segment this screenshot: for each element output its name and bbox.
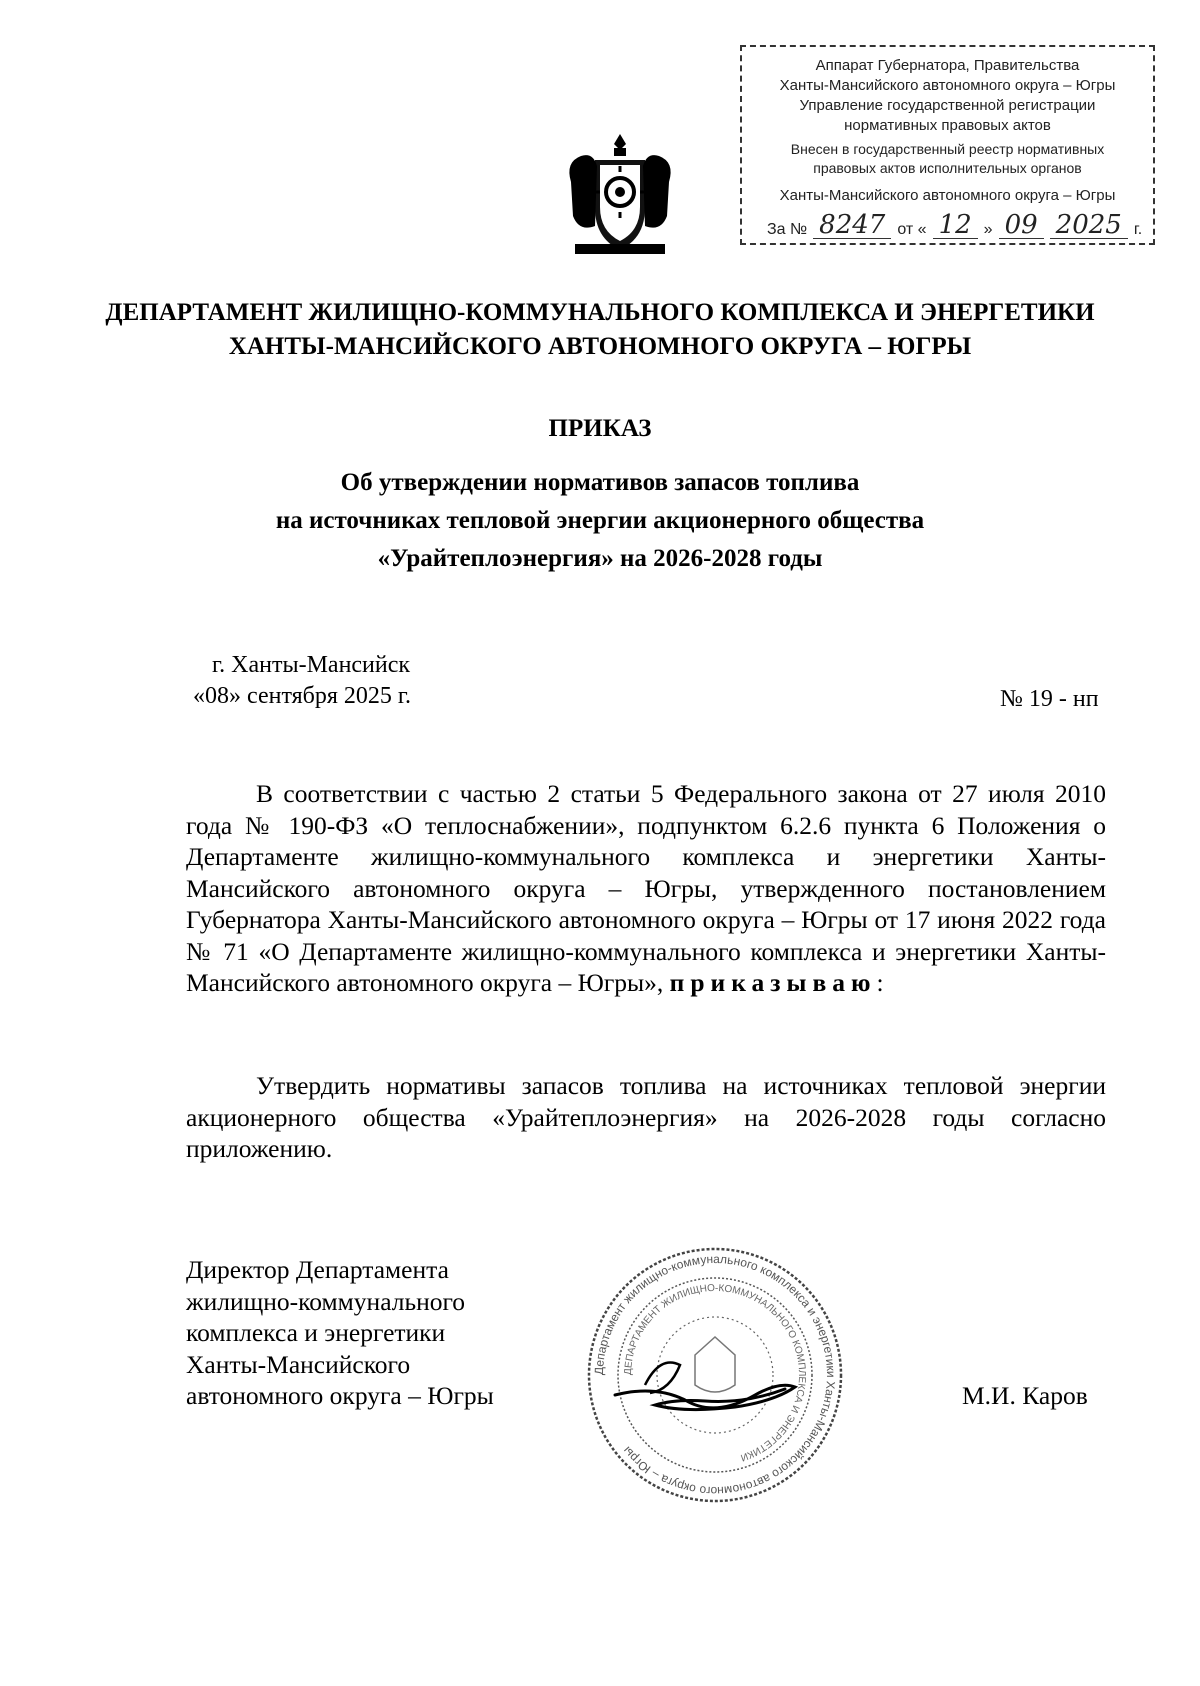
signatory-title-line-5: автономного округа – Югры: [186, 1381, 494, 1410]
signatory-title-line-3: комплекса и энергетики: [186, 1318, 446, 1347]
stamp-month-sep: »: [983, 221, 993, 238]
body-paragraph-1: [186, 778, 1106, 999]
signatory-title-line-1: Директор Департамента: [186, 1255, 449, 1284]
stamp-line-5: Внесен в государственный реестр нормативных: [790, 141, 1105, 157]
signer-name: М.И. Каров: [962, 1381, 1088, 1410]
registration-stamp: [740, 45, 1155, 245]
stamp-line-7: Ханты-Мансийского автономного округа – Югры: [779, 187, 1116, 204]
body-paragraph-1-end: :: [876, 968, 884, 997]
body-paragraph-2: Утвердить нормативы запасов топлива на источниках тепловой энергии акционерного общества «Урайтеплоэнергия» на 2026-2028 годы согласно приложению.: [186, 1071, 1106, 1163]
stamp-reg-prefix: За №: [767, 221, 808, 238]
stamp-from-label: от «: [897, 221, 927, 238]
document-number: № 19 - нп: [1000, 686, 1099, 712]
stamp-line-6: правовых актов исполнительных органов: [813, 160, 1082, 176]
stamp-line-3: Управление государственной регистрации: [799, 97, 1096, 114]
stamp-line-2: Ханты-Мансийского автономного округа – Югры: [779, 77, 1116, 94]
order-word: приказываю: [669, 968, 877, 997]
stamp-year-suffix: г.: [1133, 221, 1143, 238]
stamp-year: 2025: [1050, 212, 1128, 239]
official-seal-icon: [585, 1245, 845, 1505]
document-city: г. Ханты-Мансийск: [212, 652, 411, 678]
signatory-title-line-4: Ханты-Мансийского: [186, 1349, 411, 1379]
stamp-month: 09: [999, 212, 1044, 239]
signatory-title-line-2: жилищно-коммунального: [186, 1286, 466, 1316]
stamp-line-1: Аппарат Губернатора, Правительства: [815, 57, 1080, 74]
seal-outer-text: Департамент жилищно-коммунального комплекса и энергетики Ханты-Мансийского автономного округа – Югры: [591, 1251, 839, 1499]
document-date: «08» сентября 2025 г.: [193, 683, 412, 709]
document-title-line-3: «Урайтеплоэнергия» на 2026-2028 годы: [377, 545, 823, 572]
svg-text:ДЕПАРТАМЕНТ ЖИЛИЩНО-КОММУНАЛЬН: [623, 1283, 807, 1463]
stamp-day: 12: [933, 212, 978, 239]
department-name-line-1: ДЕПАРТАМЕНТ ЖИЛИЩНО-КОММУНАЛЬНОГО КОМПЛЕКСА И ЭНЕРГЕТИКИ: [105, 299, 1095, 326]
stamp-line-4: нормативных правовых актов: [844, 117, 1051, 134]
signatory-title: [186, 1254, 494, 1412]
document-title-line-2: на источниках тепловой энергии акционерного общества: [275, 507, 925, 534]
seal-inner-text: ДЕПАРТАМЕНТ ЖИЛИЩНО-КОММУНАЛЬНОГО КОМПЛЕКСА И ЭНЕРГЕТИКИ: [622, 1282, 808, 1463]
stamp-reg-number: 8247: [813, 212, 891, 239]
department-name-line-2: ХАНТЫ-МАНСИЙСКОГО АВТОНОМНОГО ОКРУГА – ЮГРЫ: [228, 333, 972, 360]
coat-of-arms-icon: [565, 132, 675, 260]
document-title-line-1: Об утверждении нормативов запасов топлива: [340, 469, 860, 496]
body-paragraph-1-text: В соответствии с частью 2 статьи 5 Федерального закона от 27 июля 2010 года № 190-ФЗ «О теплоснабжении», подпунктом 6.2.6 пункта 6 Положения о Департаменте жилищно-коммунального комплекса и энергетики Ханты-Мансийского автономного округа – Югры, утвержденного постановлением Губернатора Ханты-Мансийского автономного округа – Югры от 17 июня 2022 года № 71 «О Департаменте жилищно-коммунального комплекса и энергетики Ханты-Мансийского автономного округа – Югры»,: [186, 779, 1106, 997]
stamp-registration-line: [767, 211, 1143, 239]
document-type: ПРИКАЗ: [548, 415, 652, 442]
